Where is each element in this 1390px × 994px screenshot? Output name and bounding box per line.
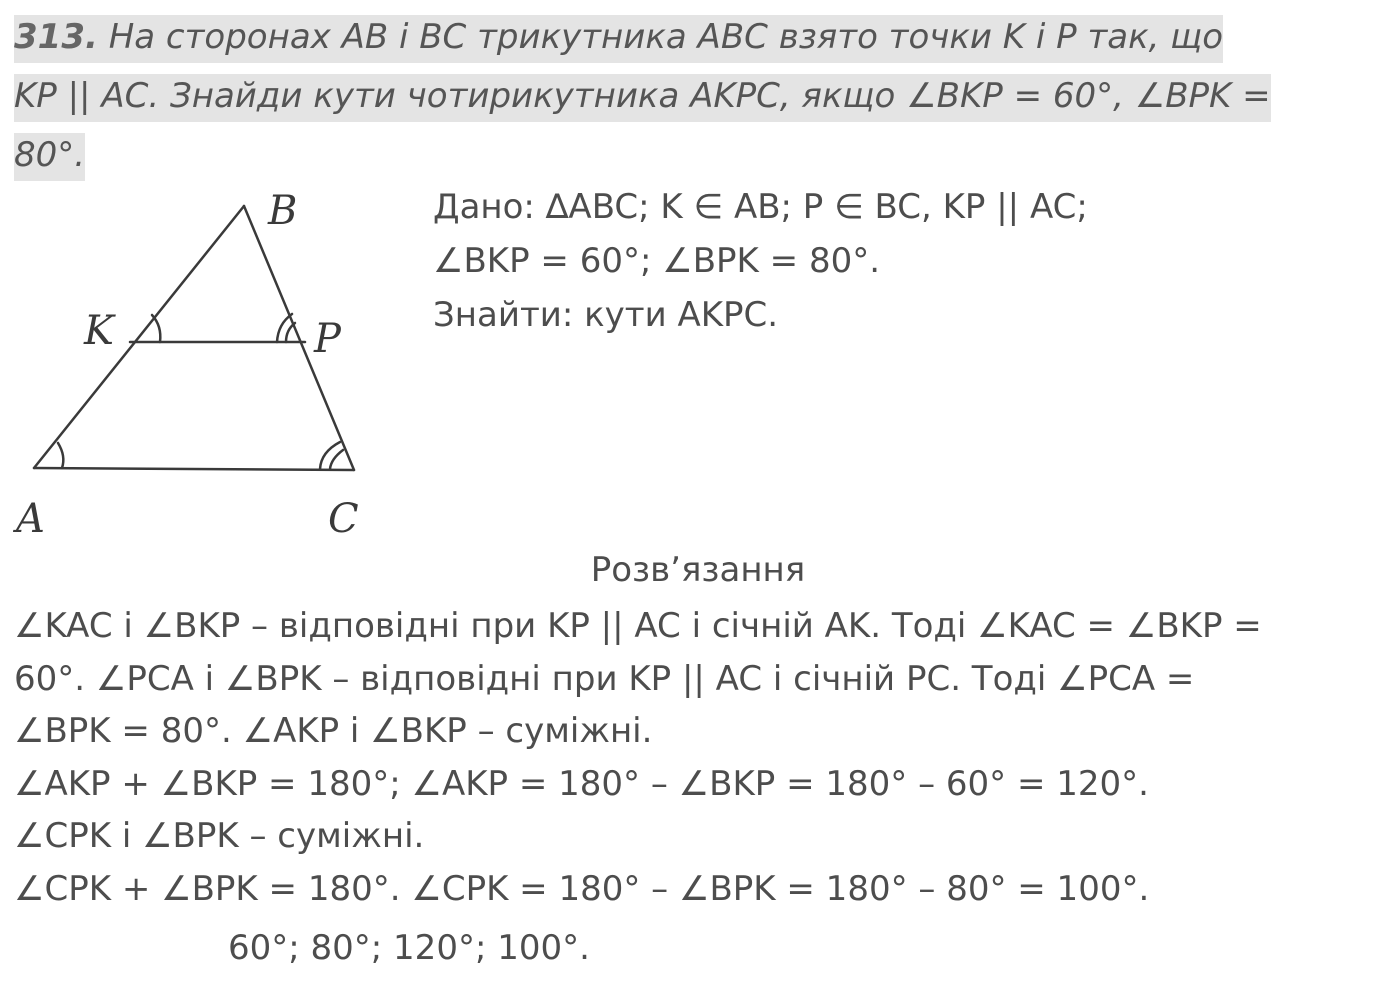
problem-line-1: На сторонах AB і BC трикутника ABC взято точки K і P так, що <box>97 17 1224 57</box>
problem-highlight <box>14 15 1271 181</box>
solution-line-6: ∠CPK + ∠BPK = 180°. ∠CPK = 180° – ∠BPK = 180° – 80° = 100°. <box>14 868 1150 909</box>
problem-line-2: KP || AC. Знайди кути чотирикутника AKPC, якщо ∠BKP = 60°, ∠BPK = <box>14 76 1271 116</box>
label-b: B <box>268 188 298 234</box>
label-k: K <box>84 308 114 354</box>
problem-number: 313. <box>14 17 98 57</box>
problem-line-3: 80°. <box>14 135 86 175</box>
label-c: C <box>328 496 359 542</box>
solution-line-1: ∠KAC і ∠BKP – відповідні при KP || AC і січній AK. Тоді ∠KAC = ∠BKP = <box>14 606 1262 646</box>
solution-title: Розв’язання <box>590 550 806 590</box>
angle-mark-a <box>58 443 63 468</box>
given-line-2: ∠BKP = 60°; ∠BPK = 80°. <box>433 241 881 281</box>
side-ac <box>34 468 354 470</box>
label-p: P <box>314 316 341 362</box>
given-line-1: Дано: ∆ABC; K ∈ AB; P ∈ BC, KP || AC; <box>433 187 1088 227</box>
label-a: A <box>16 496 45 542</box>
side-ab <box>34 206 244 468</box>
given-block <box>433 180 1088 342</box>
answer: 60°; 80°; 120°; 100°. <box>228 928 590 968</box>
solution-line-2: 60°. ∠PCA і ∠BPK – відповідні при KP || AC і січній PC. Тоді ∠PCA = <box>14 658 1195 699</box>
angle-mark-c-inner <box>330 450 343 469</box>
solution-line-3: ∠BPK = 80°. ∠AKP і ∠BKP – суміжні. <box>14 711 653 751</box>
given-line-3: Знайти: кути AKPC. <box>433 295 779 335</box>
triangle-figure <box>10 180 380 550</box>
solution-line-5: ∠CPK і ∠BPK – суміжні. <box>14 816 425 856</box>
solution-line-4: ∠AKP + ∠BKP = 180°; ∠AKP = 180° – ∠BKP = 180° – 60° = 120°. <box>14 763 1149 804</box>
problem-statement <box>14 8 1384 185</box>
solution-body <box>14 600 1262 915</box>
